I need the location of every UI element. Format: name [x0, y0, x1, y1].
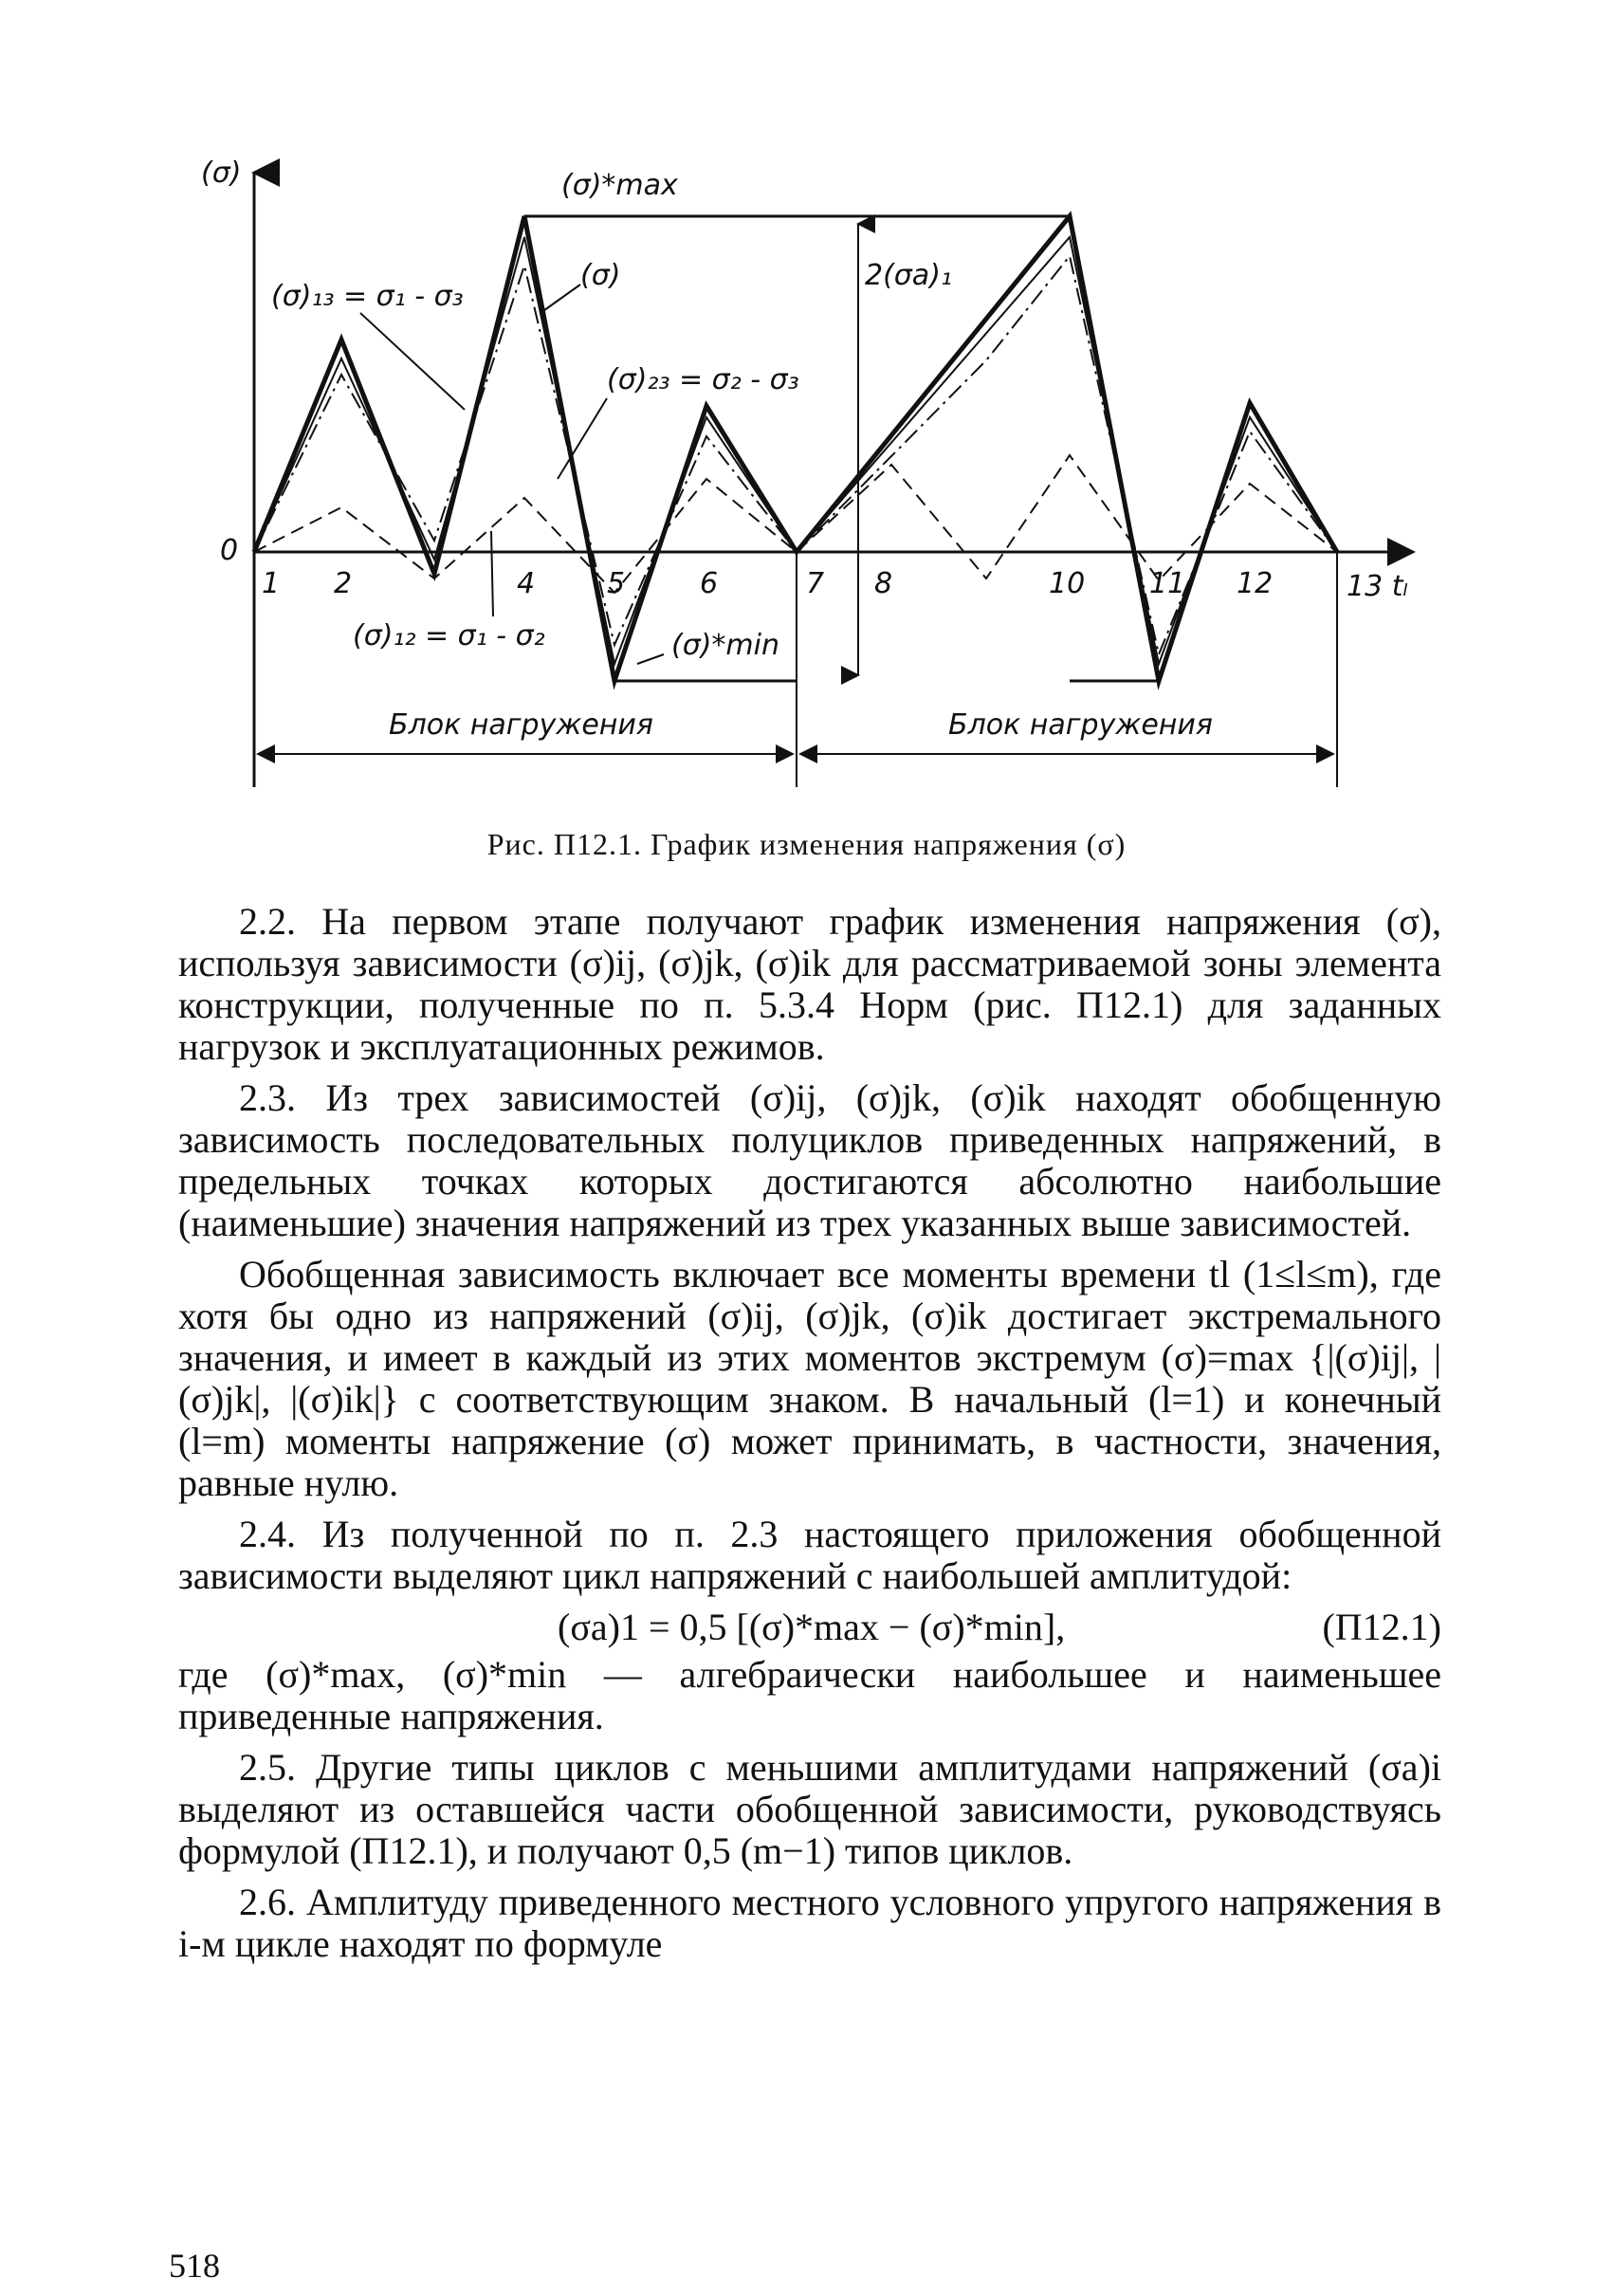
paragraph-generalized: Обобщенная зависимость включает все моменты времени tl (1≤l≤m), где хотя бы одно из напряжений (σ)ij, (σ)jk, (σ)ik достигает экстремального значения, и имеет в каждый из этих моментов экстремум (σ)=max {|(σ)ij|, |(σ)jk|, |(σ)ik|} с соответствующим знаком. В начальный (l=1) и конечный (l=m) моменты напряжение (σ) может принимать, в частности, значения, равные нулю.: [178, 1253, 1441, 1504]
tick-label: 12: [1237, 567, 1274, 600]
paragraph-2-6: 2.6. Амплитуду приведенного местного условного упругого напряжения в i-м цикле находят по формуле: [178, 1881, 1441, 1965]
leader-s13: [360, 313, 465, 410]
stress-graph-figure: [0, 0, 1613, 835]
page-number: 518: [169, 2247, 220, 2285]
block-label-2: Блок нагружения: [948, 708, 1213, 742]
label-s23: (σ)₂₃ = σ₂ - σ₃: [607, 363, 799, 396]
formula-number: (П12.1): [1322, 1606, 1441, 1648]
tick-label: 2: [334, 567, 353, 600]
formula: (σa)1 = 0,5 [(σ)*max − (σ)*min],: [558, 1606, 1066, 1648]
label-amplitude: 2(σa)₁: [865, 259, 952, 292]
tick-label: 5: [607, 567, 626, 600]
leader-s12: [491, 531, 493, 616]
block-label-1: Блок нагружения: [389, 708, 653, 742]
leader-min: [637, 654, 664, 664]
leader-total: [541, 285, 580, 313]
paragraph-2-3: 2.3. Из трех зависимостей (σ)ij, (σ)jk, (σ)ik находят обобщенную зависимость последовательных полуциклов приведенных напряжений, в предельных точках которых достигаются абсолютно наибольшие (наименьшие) значения напряжений из трех указанных выше зависимостей.: [178, 1076, 1441, 1244]
label-s12: (σ)₁₂ = σ₁ - σ₂: [353, 619, 545, 652]
body-text: [178, 901, 1441, 1975]
paragraph-2-2: 2.2. На первом этапе получают график изменения напряжения (σ), используя зависимости (σ)ij, (σ)jk, (σ)ik для рассматриваемой зоны элемента конструкции, полученные по п. 5.3.4 Норм (рис. П12.1) для заданных нагрузок и эксплуатационных режимов.: [178, 900, 1441, 1068]
figure-caption: Рис. П12.1. График изменения напряжения (σ): [486, 827, 1127, 861]
y-axis-label: (σ): [201, 156, 242, 190]
paragraph-2-4: 2.4. Из полученной по п. 2.3 настоящего приложения обобщенной зависимости выделяют цикл напряжений с наибольшей амплитудой:: [178, 1513, 1441, 1597]
tick-labels: [262, 567, 1273, 600]
tick-label: 7: [806, 567, 825, 600]
label-total: (σ): [580, 259, 621, 292]
axis-end-label: 13 tₗ: [1347, 570, 1408, 603]
label-s13: (σ)₁₃ = σ₁ - σ₃: [271, 280, 464, 313]
paragraph-2-5: 2.5. Другие типы циклов с меньшими амплитудами напряжений (σa)i выделяют из оставшейся части обобщенной зависимости, руководствуясь формулой (П12.1), и получают 0,5 (m−1) типов циклов.: [178, 1746, 1441, 1872]
paragraph-where: где (σ)*max, (σ)*min — алгебраически наибольшее и наименьшее приведенные напряжения.: [178, 1653, 1441, 1737]
tick-label: 3: [434, 567, 453, 600]
tick-label: 4: [517, 567, 536, 600]
zero-label: 0: [220, 534, 239, 567]
tick-label: 8: [874, 567, 893, 600]
formula-row: [178, 1607, 1441, 1648]
label-min: (σ)*min: [671, 629, 779, 662]
tick-label: 9: [986, 567, 1005, 600]
label-max: (σ)*max: [561, 169, 678, 202]
tick-label: 11: [1149, 567, 1186, 600]
tick-label: 10: [1049, 567, 1086, 600]
tick-label: 1: [262, 567, 281, 600]
tick-label: 6: [700, 567, 719, 600]
